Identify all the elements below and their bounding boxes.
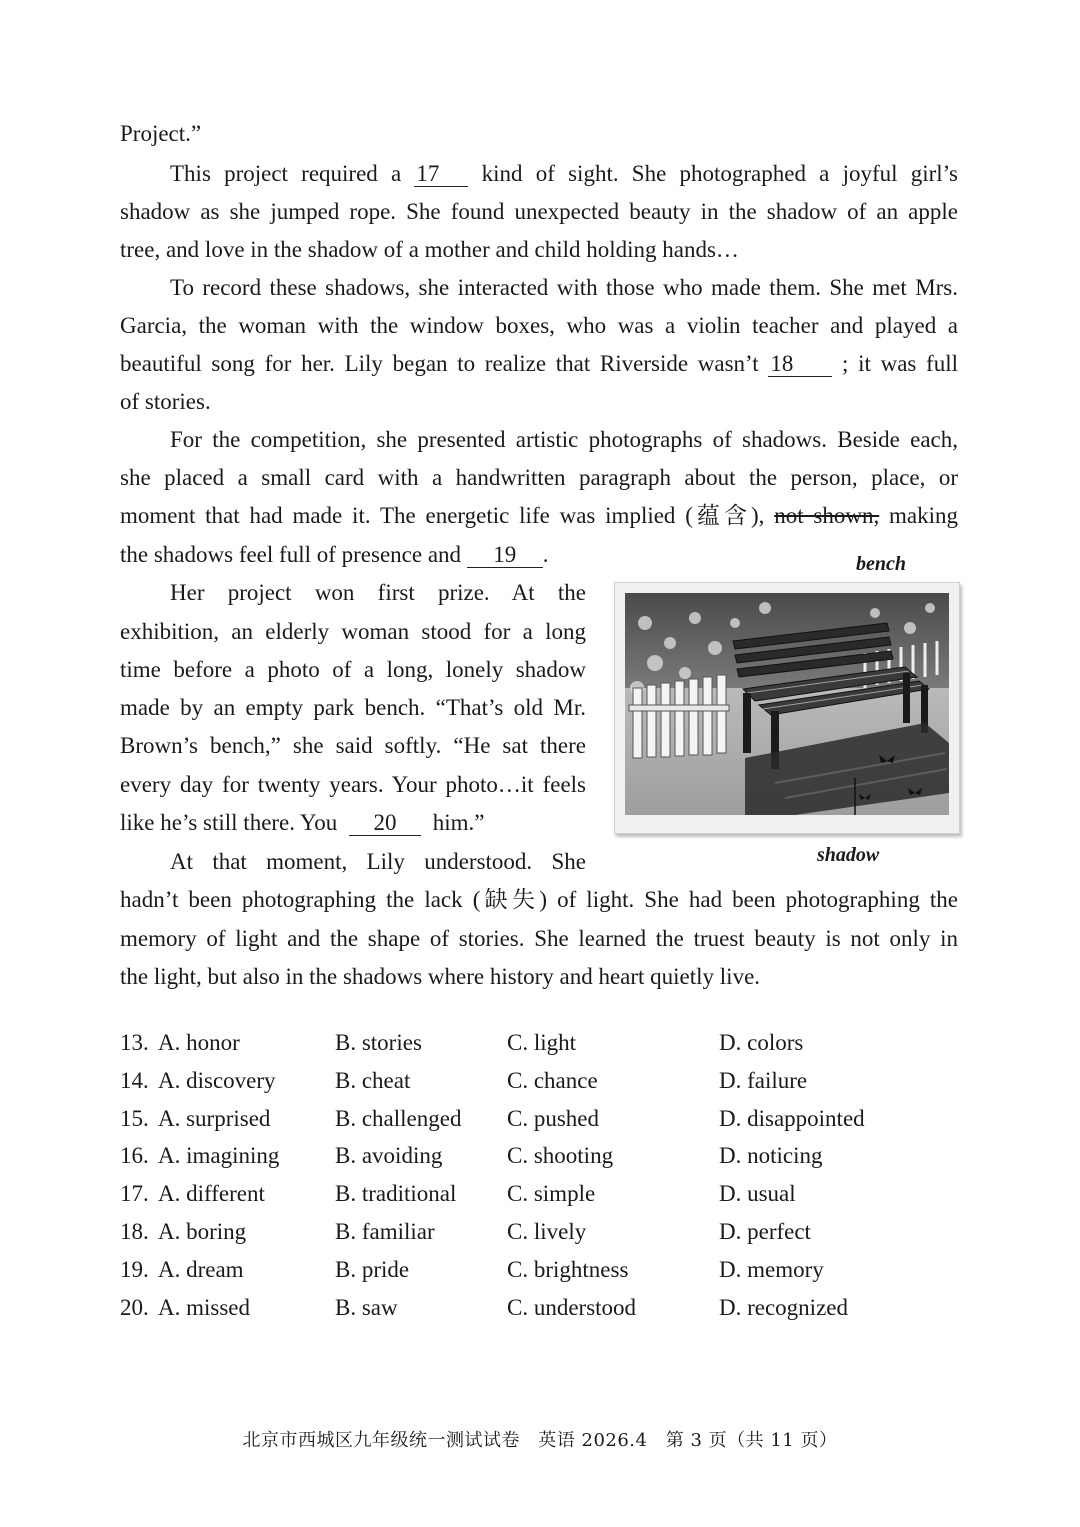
option-c: C. chance: [507, 1068, 598, 1093]
option-b: B. avoiding: [335, 1143, 443, 1168]
option-d: D. perfect: [719, 1219, 811, 1244]
passage-line: [170, 578, 586, 608]
passage-text: she placed a small card with a handwritten paragraph about the person, place, or: [120, 465, 958, 490]
figure-label-shadow: shadow: [817, 844, 880, 866]
blank-20: 20: [349, 811, 421, 836]
passage-text: Garcia, the woman with the window boxes, who was a violin teacher and played a: [120, 313, 958, 338]
passage-text: tree, and love in the shadow of a mother and child holding hands…: [120, 237, 739, 262]
passage-text: For the competition, she presented artistic photographs of shadows. Beside each,: [170, 427, 958, 452]
option-a: A. dream: [158, 1257, 244, 1282]
passage-line: [120, 962, 958, 992]
option-a: A. imagining: [158, 1143, 280, 1168]
passage-line: [120, 617, 586, 647]
option-a: A. surprised: [158, 1106, 271, 1131]
passage-text: the shadows feel full of presence and: [120, 542, 462, 567]
passage-text: To record these shadows, she interacted with those who made them. She met Mrs.: [170, 275, 958, 300]
passage-text: him.”: [432, 810, 485, 835]
option-c: C. understood: [507, 1295, 637, 1320]
passage-text: like he’s still there. You: [120, 810, 338, 835]
passage-line: [120, 197, 958, 227]
passage-line: [120, 808, 586, 838]
option-d: D. colors: [719, 1030, 804, 1055]
page-footer: [0, 1428, 1080, 1454]
passage-text: kind of sight. She photographed a joyful girl’s: [481, 161, 959, 186]
question-number: 13.: [120, 1030, 149, 1055]
passage-line: [120, 311, 958, 341]
passage-line: [120, 924, 958, 954]
passage-line: [170, 847, 586, 877]
question-number: 20.: [120, 1295, 149, 1320]
option-b: B. challenged: [335, 1106, 462, 1131]
option-d: D. noticing: [719, 1143, 823, 1168]
blank-19: 19: [467, 543, 543, 568]
passage-line: [120, 463, 958, 493]
passage-text: made by an empty park bench. “That’s old Mr.: [120, 695, 586, 720]
footer-page-number: 第 3 页（共 11 页）: [665, 1430, 838, 1451]
blank-18: 18: [768, 352, 832, 377]
passage-line: [170, 159, 958, 189]
passage-text: Brown’s bench,” she said softly. “He sat there: [120, 733, 586, 758]
passage-text: the light, but also in the shadows where history and heart quietly live.: [120, 964, 761, 989]
passage-line: [120, 349, 958, 379]
question-number: 16.: [120, 1143, 149, 1168]
option-c: C. light: [507, 1030, 577, 1055]
passage-line: [120, 387, 958, 417]
option-a: A. honor: [158, 1030, 240, 1055]
question-number: 15.: [120, 1106, 149, 1131]
passage-text: exhibition, an elderly woman stood for a long: [120, 619, 586, 644]
option-d: D. memory: [719, 1257, 824, 1282]
passage-line: [120, 885, 958, 915]
option-c: C. shooting: [507, 1143, 614, 1168]
struck-text: not shown,: [774, 503, 880, 528]
option-d: D. recognized: [719, 1295, 848, 1320]
option-b: B. saw: [335, 1295, 398, 1320]
passage-text: every day for twenty years. Your photo…it feels: [120, 772, 586, 797]
passage-line: [120, 655, 586, 685]
passage-line: [120, 693, 586, 723]
footer-exam-title: 北京市西城区九年级统一测试试卷: [242, 1430, 521, 1451]
bench-photo-image: [625, 593, 949, 815]
passage-line: [120, 731, 586, 761]
passage-line: [120, 119, 958, 149]
option-d: D. failure: [719, 1068, 808, 1093]
blank-17: 17: [414, 162, 468, 187]
question-number: 17.: [120, 1181, 149, 1206]
passage-text: .: [542, 542, 549, 567]
option-b: B. traditional: [335, 1181, 457, 1206]
passage-line: [170, 425, 958, 455]
passage-line: [120, 501, 958, 531]
option-d: D. disappointed: [719, 1106, 865, 1131]
question-number: 18.: [120, 1219, 149, 1244]
passage-text: making: [889, 503, 959, 528]
footer-subject: 英语 2026.4: [538, 1430, 648, 1451]
question-number: 14.: [120, 1068, 149, 1093]
passage-text: memory of light and the shape of stories. She learned the truest beauty is not only in: [120, 926, 958, 951]
option-a: A. discovery: [158, 1068, 276, 1093]
option-c: C. lively: [507, 1219, 587, 1244]
option-d: D. usual: [719, 1181, 796, 1206]
passage-text: moment that had made it. The energetic life was implied (蕴含),: [120, 503, 765, 528]
option-a: A. boring: [158, 1219, 247, 1244]
question-number: 19.: [120, 1257, 149, 1282]
passage-text: shadow as she jumped rope. She found unexpected beauty in the shadow of an apple: [120, 199, 958, 224]
passage-line: [120, 540, 958, 570]
option-b: B. pride: [335, 1257, 410, 1282]
option-a: A. missed: [158, 1295, 250, 1320]
option-c: C. simple: [507, 1181, 596, 1206]
passage-text: At that moment, Lily understood. She: [170, 849, 586, 874]
option-c: C. brightness: [507, 1257, 629, 1282]
option-b: B. familiar: [335, 1219, 435, 1244]
passage-line: [120, 770, 586, 800]
passage-text: hadn’t been photographing the lack (缺失) of light. She had been photographing the: [120, 887, 958, 912]
passage-text: Project.”: [120, 121, 202, 146]
passage-text: of stories.: [120, 389, 211, 414]
passage-text: Her project won first prize. At the: [170, 580, 586, 605]
option-b: B. cheat: [335, 1068, 411, 1093]
passage-text: beautiful song for her. Lily began to realize that Riverside wasn’t: [120, 351, 759, 376]
passage-text: time before a photo of a long, lonely shadow: [120, 657, 586, 682]
figure-label-bench: bench: [856, 553, 906, 575]
bench-photo: [614, 582, 960, 834]
option-b: B. stories: [335, 1030, 422, 1055]
passage-text: This project required a: [170, 161, 402, 186]
passage-line: [120, 235, 958, 265]
passage-text: ; it was full: [842, 351, 958, 376]
option-a: A. different: [158, 1181, 265, 1206]
option-c: C. pushed: [507, 1106, 599, 1131]
passage-line: [170, 273, 958, 303]
